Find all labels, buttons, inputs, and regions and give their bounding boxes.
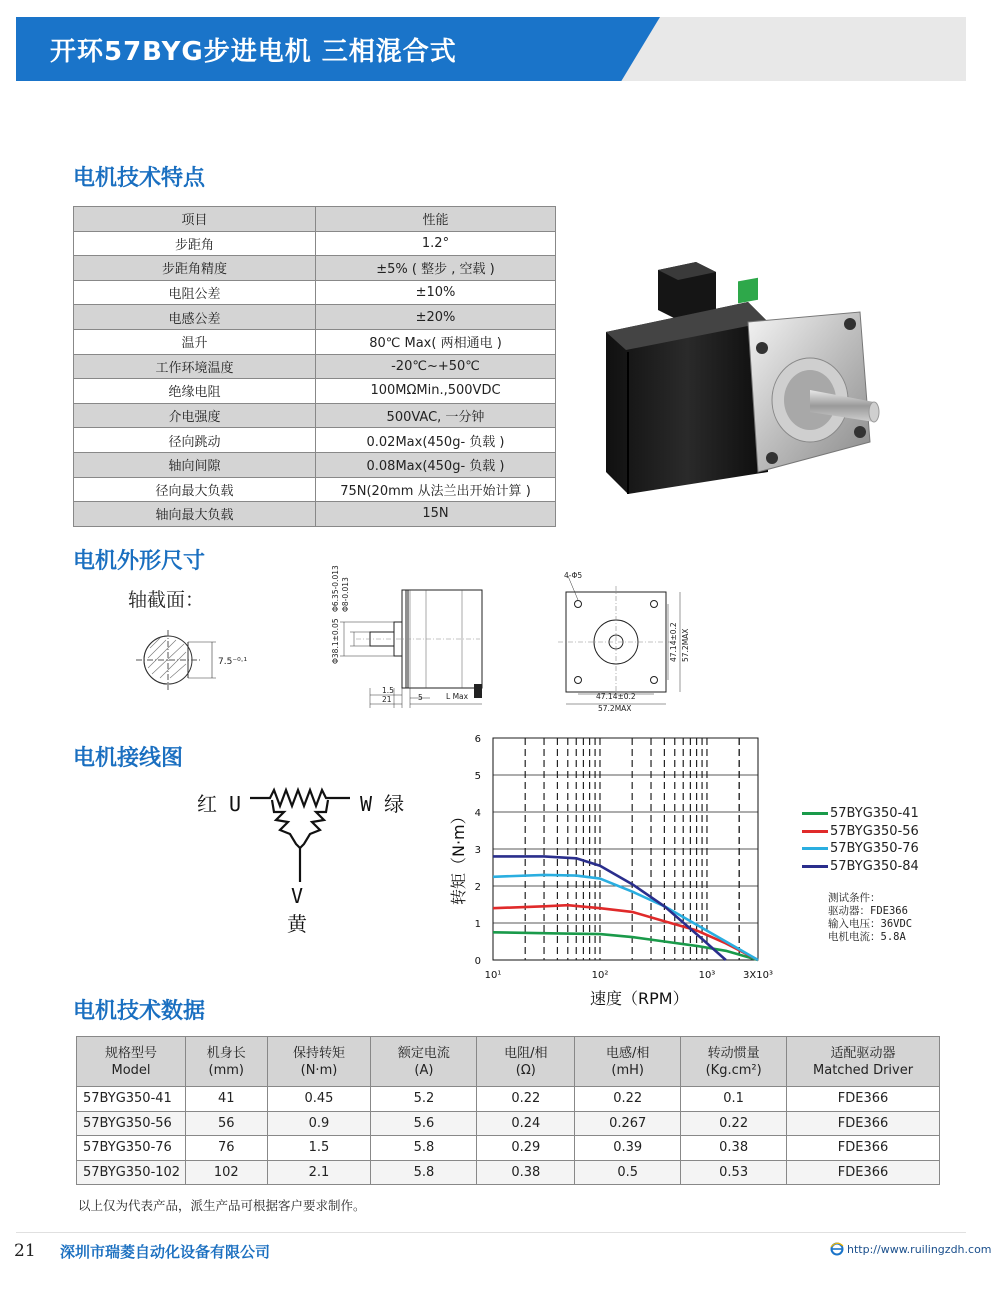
side-dim-shaft: Φ6.35-0.013 (331, 565, 340, 612)
spec-item: 项目 (74, 207, 316, 232)
chart-y-tick-label: 0 (474, 956, 481, 967)
legend-swatch (802, 847, 828, 850)
table-row (77, 1136, 940, 1161)
spec-value: 75N(20mm 从法兰出开始计算 ) (316, 477, 556, 502)
spec-item: 介电强度 (74, 403, 316, 428)
data-cell: 0.267 (575, 1111, 681, 1136)
data-table-header (186, 1037, 268, 1087)
chart-y-tick-label: 4 (474, 808, 481, 819)
data-cell: FDE366 (787, 1160, 940, 1185)
spec-value: 80℃ Max( 两相通电 ) (316, 329, 556, 354)
legend-swatch (802, 812, 828, 815)
header-cn: 额定电流 (397, 1045, 450, 1061)
chart-y-tick-label: 2 (474, 882, 481, 893)
spec-item: 工作环境温度 (74, 354, 316, 379)
header-cn: 机身长 (206, 1045, 246, 1061)
spec-row (74, 452, 556, 477)
spec-value: 1.2° (316, 231, 556, 256)
data-cell: 5.8 (371, 1160, 477, 1185)
spec-item: 温升 (74, 329, 316, 354)
side-dim-d1: 1.5 (382, 686, 394, 695)
chart-x-axis-label: 速度（RPM） (590, 989, 689, 1008)
chart-y-tick-label: 6 (474, 734, 481, 745)
header-en: (N·m) (300, 1062, 338, 1078)
data-cell: 5.6 (371, 1111, 477, 1136)
spec-item: 步距角精度 (74, 256, 316, 281)
side-dim-boss: Φ38.1±0.05 (331, 618, 340, 664)
spec-row (74, 329, 556, 354)
spec-item: 径向跳动 (74, 428, 316, 453)
data-cell: 0.1 (681, 1087, 787, 1112)
spec-row (74, 403, 556, 428)
data-table-header (77, 1037, 186, 1087)
legend-label: 57BYG350-41 (830, 806, 919, 821)
header-en: (A) (414, 1062, 434, 1078)
model-cell: 57BYG350-41 (77, 1087, 186, 1112)
chart-x-tick-label: 10² (591, 970, 609, 981)
spec-value: 0.08Max(450g- 负载 ) (316, 452, 556, 477)
wiring-label-w: W 绿 (360, 792, 405, 816)
test-conditions-title: 测试条件： (828, 892, 881, 904)
browser-icon (830, 1242, 844, 1256)
spec-row (74, 207, 556, 232)
test-conditions-voltage: 输入电压：36VDC (828, 918, 913, 930)
spec-item: 径向最大负载 (74, 477, 316, 502)
company-name: 深圳市瑞菱自动化设备有限公司 (60, 1243, 271, 1261)
chart-x-tick-label: 10¹ (484, 970, 502, 981)
spec-item: 绝缘电阻 (74, 379, 316, 404)
table-row (77, 1111, 940, 1136)
spec-item: 电阻公差 (74, 280, 316, 305)
spec-value: 性能 (316, 207, 556, 232)
header-cn: 规格型号 (105, 1045, 158, 1061)
test-conditions (828, 892, 912, 944)
header-en: (mm) (208, 1062, 244, 1078)
header-en: Model (111, 1062, 151, 1078)
test-conditions-current: 电机电流：5.8A (828, 931, 906, 943)
spec-row (74, 502, 556, 527)
wiring-label-u: 红 U (197, 792, 242, 816)
data-table-header (267, 1037, 371, 1087)
page-title: 开环57BYG步进电机 三相混合式 (50, 37, 457, 67)
shaft-section-label: 轴截面： (128, 589, 205, 611)
data-cell: 0.5 (575, 1160, 681, 1185)
legend-entry (802, 806, 919, 824)
data-cell: 102 (186, 1160, 268, 1185)
wiring-label-v-color: 黄 (287, 912, 307, 936)
legend-entry (802, 824, 919, 842)
data-cell: 0.9 (267, 1111, 371, 1136)
spec-value: 100MΩMin.,500VDC (316, 379, 556, 404)
spec-row (74, 280, 556, 305)
section-title-dimensions: 电机外形尺寸 (73, 549, 206, 574)
data-cell: 76 (186, 1136, 268, 1161)
data-cell: 41 (186, 1087, 268, 1112)
data-table-header (477, 1037, 575, 1087)
page-number: 21 (14, 1241, 36, 1261)
legend-entry (802, 841, 919, 859)
data-cell: 0.22 (477, 1087, 575, 1112)
spec-row (74, 379, 556, 404)
data-cell: 0.22 (681, 1111, 787, 1136)
section-title-wiring: 电机接线图 (73, 746, 184, 771)
legend-entry (802, 859, 919, 877)
header-cn: 保持转矩 (292, 1045, 345, 1061)
spec-item: 步距角 (74, 231, 316, 256)
front-dim-holes: 4-Φ5 (564, 571, 583, 580)
header-cn: 适配驱动器 (830, 1045, 896, 1061)
spec-value: 15N (316, 502, 556, 527)
spec-row (74, 354, 556, 379)
spec-value: 500VAC, 一分钟 (316, 403, 556, 428)
test-conditions-driver: 驱动器：FDE366 (828, 905, 908, 917)
header-cn: 转动惯量 (707, 1045, 760, 1061)
website-link[interactable] (830, 1242, 992, 1256)
spec-value: ±5% ( 整步 , 空载 ) (316, 256, 556, 281)
data-cell: 0.53 (681, 1160, 787, 1185)
chart-x-tick-label: 10³ (698, 970, 716, 981)
data-cell: 2.1 (267, 1160, 371, 1185)
header-en: (Kg.cm²) (705, 1062, 762, 1078)
data-cell: FDE366 (787, 1087, 940, 1112)
data-cell: 0.39 (575, 1136, 681, 1161)
spec-row (74, 256, 556, 281)
spec-item: 轴向最大负载 (74, 502, 316, 527)
data-cell: FDE366 (787, 1136, 940, 1161)
spec-item: 电感公差 (74, 305, 316, 330)
header-banner-grey (600, 17, 966, 81)
spec-row (74, 428, 556, 453)
legend-label: 57BYG350-84 (830, 858, 919, 874)
table-row (77, 1087, 940, 1112)
data-cell: 1.5 (267, 1136, 371, 1161)
section-title-features: 电机技术特点 (73, 166, 206, 191)
data-cell: 56 (186, 1111, 268, 1136)
footnote: 以上仅为代表产品，派生产品可根据客户要求制作。 (78, 1198, 366, 1213)
header-en: Matched Driver (813, 1062, 914, 1078)
data-cell: 0.22 (575, 1087, 681, 1112)
data-cell: 5.2 (371, 1087, 477, 1112)
data-cell: 0.38 (477, 1160, 575, 1185)
header-en: (Ω) (515, 1062, 536, 1078)
chart-series-line (493, 875, 758, 960)
spec-value: ±10% (316, 280, 556, 305)
spec-item: 轴向间隙 (74, 452, 316, 477)
footer-divider (16, 1232, 966, 1233)
front-dim-pitch-h: 47.14±0.2 (596, 692, 636, 701)
data-cell: 0.38 (681, 1136, 787, 1161)
spec-table (73, 206, 556, 527)
wiring-diagram (250, 786, 360, 886)
spec-value: 0.02Max(450g- 负载 ) (316, 428, 556, 453)
data-cell: 0.24 (477, 1111, 575, 1136)
legend-swatch (802, 830, 828, 833)
chart-legend (802, 806, 919, 876)
spec-value: -20℃~+50℃ (316, 354, 556, 379)
data-cell: FDE366 (787, 1111, 940, 1136)
data-table-header (371, 1037, 477, 1087)
side-dim-shaft2: Φ8-0.013 (341, 577, 350, 612)
motor-photo (598, 262, 880, 498)
chart-series-group (493, 856, 758, 960)
data-cell: 0.29 (477, 1136, 575, 1161)
side-view-drawing (326, 560, 486, 710)
data-table-header (681, 1037, 787, 1087)
front-dim-max-h: 57.2MAX (598, 704, 632, 713)
front-view-drawing (548, 566, 698, 716)
data-cell: 5.8 (371, 1136, 477, 1161)
section-title-data: 电机技术数据 (73, 999, 206, 1024)
spec-row (74, 231, 556, 256)
chart-y-tick-label: 3 (474, 845, 481, 856)
model-cell: 57BYG350-76 (77, 1136, 186, 1161)
side-dim-d3: 5 (418, 693, 423, 702)
chart-y-tick-label: 1 (474, 919, 481, 930)
spec-value: ±20% (316, 305, 556, 330)
chart-grid (493, 738, 758, 960)
table-row (77, 1160, 940, 1185)
wiring-label-v: V (291, 884, 304, 908)
side-dim-lmax: L Max (446, 692, 469, 701)
model-cell: 57BYG350-56 (77, 1111, 186, 1136)
side-dim-d2: 21 (382, 695, 392, 704)
spec-row (74, 305, 556, 330)
motor-data-table (76, 1036, 940, 1185)
website-url: http://www.ruilingzdh.com (847, 1243, 992, 1256)
legend-label: 57BYG350-56 (830, 823, 919, 839)
legend-swatch (802, 865, 828, 868)
shaft-dim-label: 7.5⁻⁰·¹ (218, 657, 248, 667)
spec-row (74, 477, 556, 502)
data-table-header (575, 1037, 681, 1087)
front-dim-max-v: 57.2MAX (681, 628, 690, 662)
shaft-cross-section-drawing (126, 622, 276, 702)
chart-y-axis-label: 转矩（N·m） (449, 808, 468, 905)
data-cell: 0.45 (267, 1087, 371, 1112)
data-table-header (787, 1037, 940, 1087)
front-dim-pitch-v: 47.14±0.2 (669, 622, 678, 662)
header-en: (mH) (611, 1062, 644, 1078)
legend-label: 57BYG350-76 (830, 841, 919, 856)
chart-y-tick-label: 5 (474, 771, 481, 782)
chart-x-tick-label: 3X10³ (743, 970, 773, 981)
header-cn: 电阻/相 (504, 1045, 548, 1061)
model-cell: 57BYG350-102 (77, 1160, 186, 1185)
header-cn: 电感/相 (605, 1045, 650, 1061)
